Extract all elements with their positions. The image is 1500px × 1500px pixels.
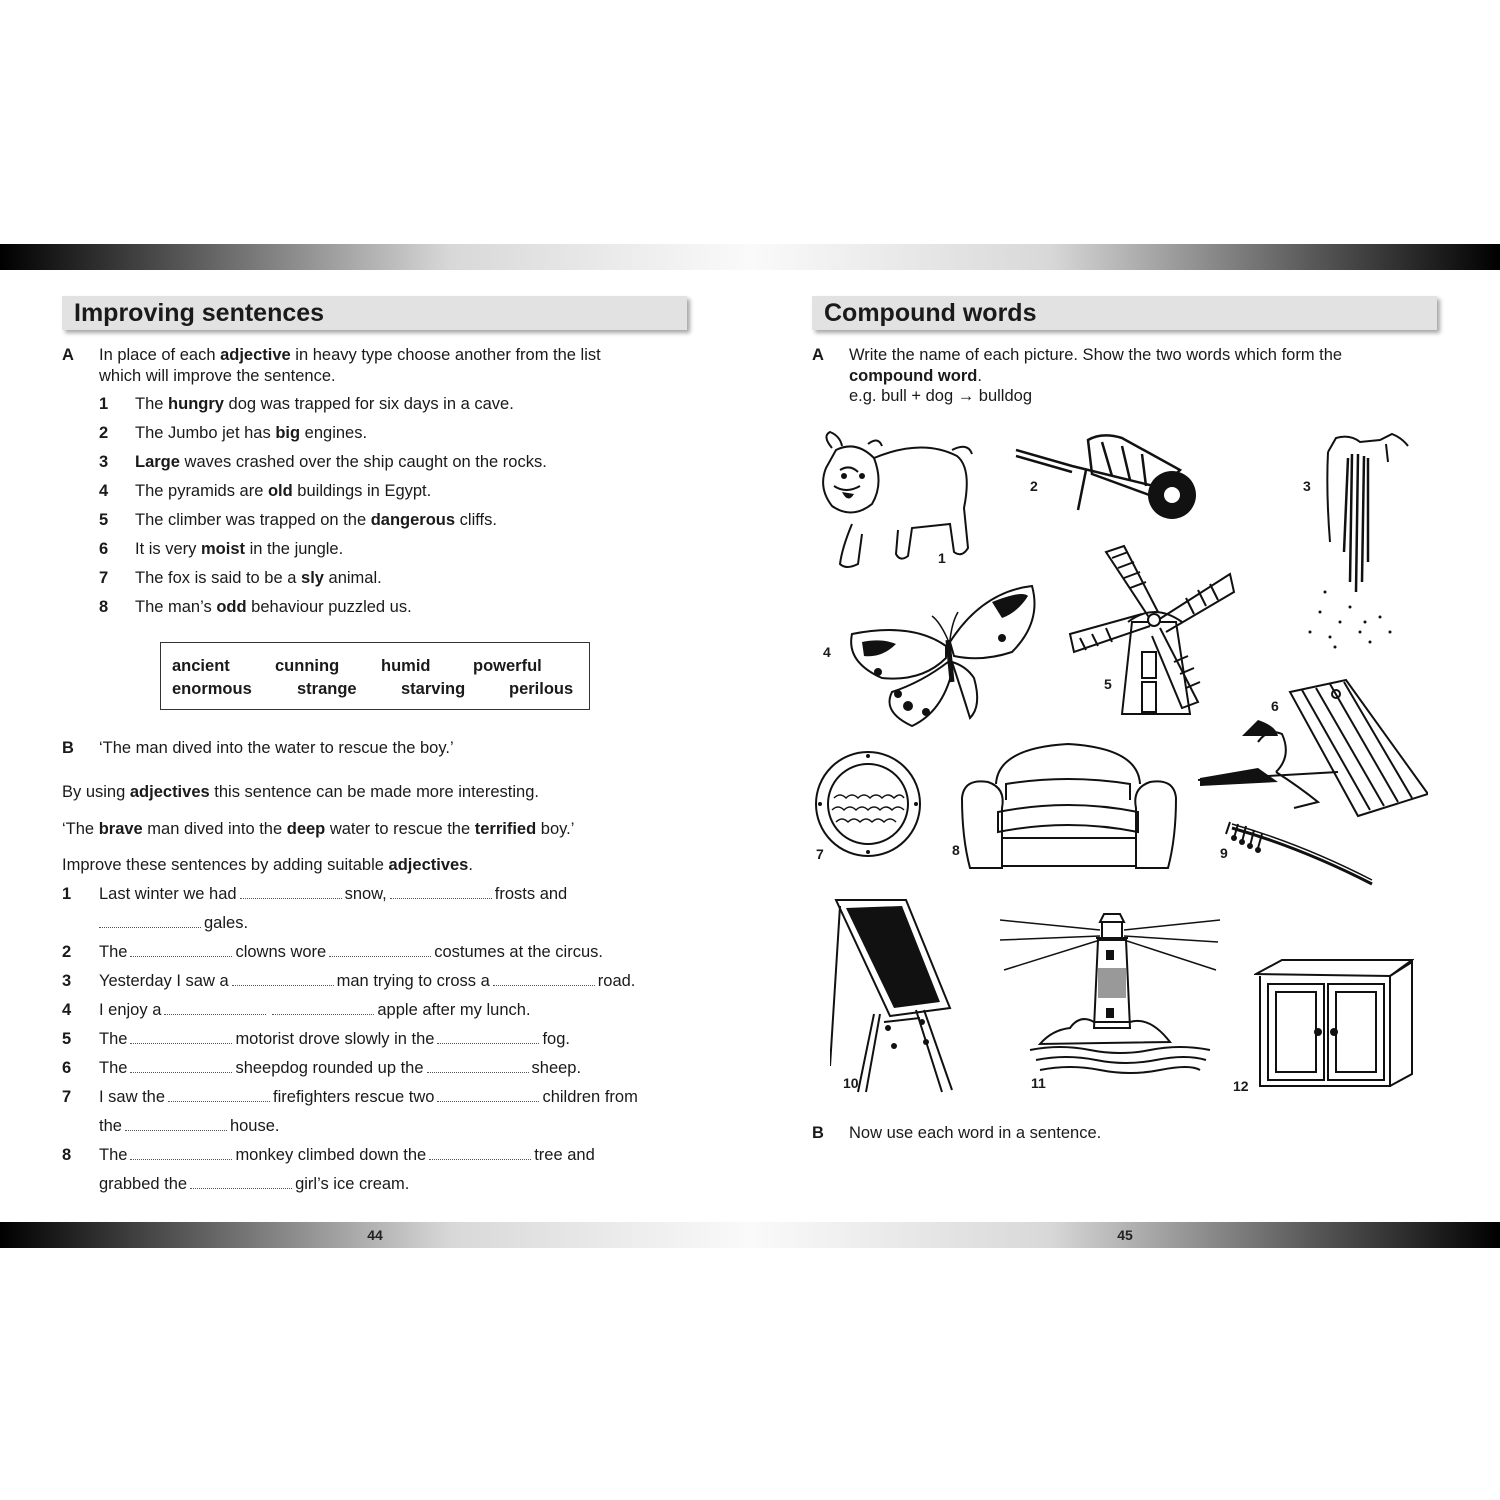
section-b-label: B bbox=[812, 1124, 824, 1142]
target-adjective: big bbox=[275, 424, 301, 442]
bulldog-icon bbox=[812, 428, 977, 573]
answer-blank[interactable] bbox=[429, 1145, 531, 1160]
answer-blank[interactable] bbox=[329, 942, 431, 957]
example-text: e.g. bull + dog → bulldog bbox=[849, 387, 1033, 405]
section-a-instruction: In place of each adjective in heavy type choose another from the list bbox=[99, 346, 601, 364]
item-number: 7 bbox=[62, 1088, 72, 1106]
item-number: 6 bbox=[62, 1059, 72, 1077]
fill-sentence: The motorist drove slowly in the fog. bbox=[99, 1030, 570, 1048]
picture-number: 11 bbox=[1031, 1075, 1046, 1091]
section-a-label: A bbox=[62, 346, 74, 364]
picture-number: 10 bbox=[843, 1075, 859, 1091]
adjective-sentence: The Jumbo jet has big engines. bbox=[135, 424, 368, 442]
section-a-instruction: Write the name of each picture. Show the two words which form the bbox=[849, 346, 1343, 364]
item-number: 1 bbox=[62, 885, 72, 903]
word: strange bbox=[297, 680, 357, 698]
fill-sentence: Last winter we had snow, frosts and bbox=[99, 885, 568, 903]
section-b-text: By using adjectives this sentence can be made more interesting. bbox=[62, 783, 539, 801]
porthole-icon bbox=[812, 748, 924, 860]
answer-blank[interactable] bbox=[493, 971, 595, 986]
picture-number: 5 bbox=[1104, 676, 1112, 692]
target-adjective: hungry bbox=[168, 395, 224, 413]
section-a-instruction-line2: compound word. bbox=[849, 367, 982, 385]
picture-number: 2 bbox=[1030, 478, 1038, 494]
adjective-sentence: The fox is said to be a sly animal. bbox=[135, 569, 382, 587]
answer-blank[interactable] bbox=[437, 1029, 539, 1044]
adjective-sentence: The man’s odd behaviour puzzled us. bbox=[135, 598, 412, 616]
trapdoor-icon bbox=[1198, 676, 1428, 826]
blackboard-icon bbox=[830, 896, 960, 1096]
item-number: 4 bbox=[62, 1001, 72, 1019]
picture-number: 3 bbox=[1303, 478, 1311, 494]
page-title: Improving sentences bbox=[62, 296, 687, 330]
butterfly-icon bbox=[842, 582, 1042, 728]
item-number: 1 bbox=[99, 395, 109, 413]
item-number: 5 bbox=[99, 511, 109, 529]
item-number: 7 bbox=[99, 569, 109, 587]
picture-number: 8 bbox=[952, 842, 960, 858]
item-number: 3 bbox=[62, 972, 72, 990]
word-list-box bbox=[160, 642, 590, 710]
fill-sentence: The clowns wore costumes at the circus. bbox=[99, 943, 603, 961]
picture-number: 7 bbox=[816, 846, 824, 862]
answer-blank[interactable] bbox=[130, 1029, 232, 1044]
fill-sentence-cont: gales. bbox=[99, 913, 248, 933]
wheelbarrow-icon bbox=[1012, 430, 1202, 522]
picture-number: 4 bbox=[823, 644, 831, 660]
word: humid bbox=[381, 657, 431, 675]
target-adjective: moist bbox=[201, 540, 246, 558]
answer-blank[interactable] bbox=[130, 1145, 232, 1160]
answer-blank[interactable] bbox=[437, 1087, 539, 1102]
target-adjective: Large bbox=[135, 453, 180, 471]
fill-sentence: I saw the firefighters rescue two children from bbox=[99, 1088, 638, 1106]
word: starving bbox=[401, 680, 466, 698]
item-number: 8 bbox=[99, 598, 109, 616]
answer-blank[interactable] bbox=[190, 1174, 292, 1189]
toothbrush-icon bbox=[1222, 814, 1376, 888]
page-number: 45 bbox=[1117, 1227, 1133, 1243]
section-b-instruction: Now use each word in a sentence. bbox=[849, 1124, 1102, 1142]
cupboard-icon bbox=[1254, 956, 1414, 1092]
target-adjective: dangerous bbox=[370, 511, 456, 529]
lighthouse-icon bbox=[1000, 910, 1222, 1090]
answer-blank[interactable] bbox=[240, 884, 342, 899]
item-number: 8 bbox=[62, 1146, 72, 1164]
answer-blank[interactable] bbox=[130, 942, 232, 957]
fill-sentence: The monkey climbed down the tree and bbox=[99, 1146, 595, 1164]
answer-blank[interactable] bbox=[125, 1116, 227, 1131]
item-number: 2 bbox=[62, 943, 72, 961]
top-band bbox=[0, 244, 1500, 270]
target-adjective: sly bbox=[301, 569, 324, 587]
item-number: 5 bbox=[62, 1030, 72, 1048]
answer-blank[interactable] bbox=[164, 1000, 266, 1015]
section-b-example: ‘The brave man dived into the deep water to rescue the terrified boy.’ bbox=[62, 820, 575, 838]
left-page bbox=[62, 296, 687, 330]
picture-number: 6 bbox=[1271, 698, 1279, 714]
fill-sentence-cont: grabbed the girl’s ice cream. bbox=[99, 1175, 410, 1193]
bottom-band bbox=[0, 1222, 1500, 1248]
picture-number: 12 bbox=[1233, 1078, 1249, 1094]
target-adjective: odd bbox=[216, 598, 247, 616]
word: perilous bbox=[509, 680, 574, 698]
fill-sentence: Yesterday I saw a man trying to cross a road. bbox=[99, 972, 636, 990]
right-page bbox=[812, 296, 1437, 330]
answer-blank[interactable] bbox=[272, 1000, 374, 1015]
section-b-label: B bbox=[62, 739, 74, 757]
answer-blank[interactable] bbox=[130, 1058, 232, 1073]
word: enormous bbox=[172, 680, 252, 698]
section-a-instruction-line2: which will improve the sentence. bbox=[99, 367, 336, 385]
item-number: 3 bbox=[99, 453, 109, 471]
waterfall-icon bbox=[1290, 432, 1420, 657]
adjective-sentence: The hungry dog was trapped for six days in a cave. bbox=[135, 395, 514, 413]
adjective-sentence: It is very moist in the jungle. bbox=[135, 540, 344, 558]
word: ancient bbox=[172, 657, 230, 675]
page-title: Compound words bbox=[812, 296, 1437, 330]
word: powerful bbox=[473, 657, 542, 675]
page-number: 44 bbox=[367, 1227, 383, 1243]
picture-number: 1 bbox=[938, 550, 946, 566]
armchair-icon bbox=[958, 738, 1180, 874]
adjective-sentence: The climber was trapped on the dangerous cliffs. bbox=[135, 511, 497, 529]
item-number: 4 bbox=[99, 482, 109, 500]
answer-blank[interactable] bbox=[232, 971, 334, 986]
item-number: 2 bbox=[99, 424, 109, 442]
section-b-instruction: Improve these sentences by adding suitable adjectives. bbox=[62, 856, 473, 874]
fill-sentence-cont: the house. bbox=[99, 1117, 280, 1135]
answer-blank[interactable] bbox=[390, 884, 492, 899]
target-adjective: old bbox=[267, 482, 293, 500]
word: cunning bbox=[275, 657, 340, 675]
fill-sentence: I enjoy a apple after my lunch. bbox=[99, 1001, 531, 1019]
section-b-quote: ‘The man dived into the water to rescue the boy.’ bbox=[99, 739, 454, 757]
section-a-label: A bbox=[812, 346, 824, 364]
fill-sentence: The sheepdog rounded up the sheep. bbox=[99, 1059, 582, 1077]
adjective-sentence: The pyramids are old buildings in Egypt. bbox=[135, 482, 432, 500]
picture-number: 9 bbox=[1220, 845, 1228, 861]
answer-blank[interactable] bbox=[427, 1058, 529, 1073]
answer-blank[interactable] bbox=[168, 1087, 270, 1102]
adjective-sentence: Large waves crashed over the ship caught on the rocks. bbox=[135, 453, 547, 471]
answer-blank[interactable] bbox=[99, 913, 201, 928]
item-number: 6 bbox=[99, 540, 109, 558]
